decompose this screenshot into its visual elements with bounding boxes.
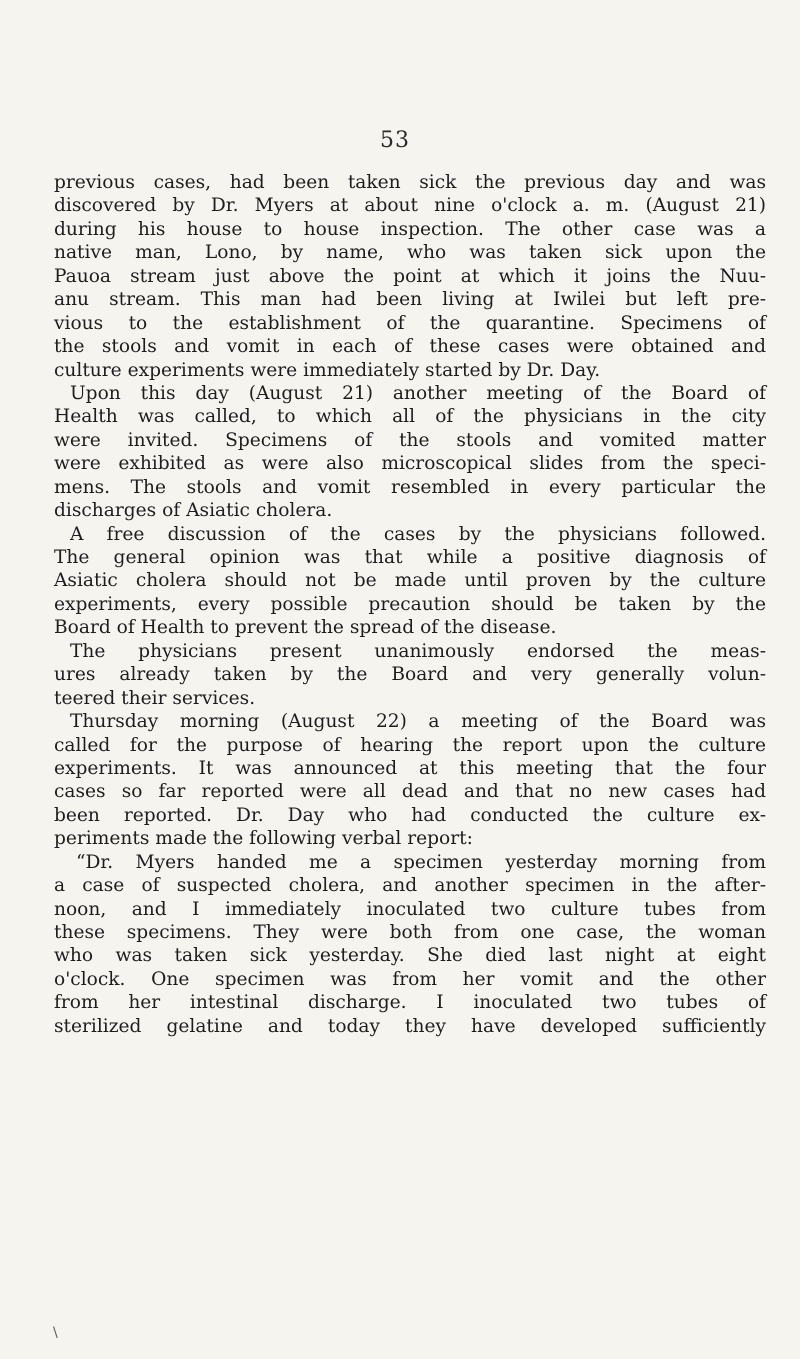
text-line: The physicians present unanimously endorsed the meas- xyxy=(70,640,766,662)
text-line: experiments. It was announced at this meeting that the four xyxy=(54,757,766,779)
text-line: ures already taken by the Board and very generally volun- xyxy=(54,664,766,686)
text-line: Board of Health to prevent the spread of the disease. xyxy=(54,617,557,639)
paragraph xyxy=(54,523,766,640)
text-line: vious to the establishment of the quarantine. Specimens of xyxy=(54,312,766,334)
text-line: called for the purpose of hearing the report upon the culture xyxy=(54,734,766,756)
text-line: “Dr. Myers handed me a specimen yesterday morning from xyxy=(76,851,766,873)
text-line: during his house to house inspection. The other case was a xyxy=(54,218,766,240)
body-text xyxy=(54,171,766,1038)
text-line: periments made the following verbal report: xyxy=(54,828,473,850)
text-line: native man, Lono, by name, who was taken sick upon the xyxy=(54,242,766,264)
paragraph xyxy=(54,710,766,851)
margin-mark: \ xyxy=(53,1325,58,1341)
text-line: experiments, every possible precaution should be taken by the xyxy=(54,593,766,615)
text-line: noon, and I immediately inoculated two culture tubes from xyxy=(54,898,766,920)
text-line: o'clock. One specimen was from her vomit and the other xyxy=(54,968,766,990)
text-line: sterilized gelatine and today they have developed sufficiently xyxy=(54,1015,766,1037)
quoted-report xyxy=(54,851,766,1039)
text-line: mens. The stools and vomit resembled in every particular the xyxy=(54,476,766,498)
text-line: previous cases, had been taken sick the previous day and was xyxy=(54,172,766,193)
text-line: were exhibited as were also microscopical slides from the speci- xyxy=(54,453,766,475)
text-line: Upon this day (August 21) another meeting of the Board of xyxy=(70,382,766,404)
paragraph xyxy=(54,171,766,382)
text-line: discharges of Asiatic cholera. xyxy=(54,500,333,522)
text-line: Asiatic cholera should not be made until proven by the culture xyxy=(54,570,766,592)
text-line: a case of suspected cholera, and another specimen in the after- xyxy=(54,875,766,897)
text-line: cases so far reported were all dead and that no new cases had xyxy=(54,781,766,803)
text-line: from her intestinal discharge. I inoculated two tubes of xyxy=(54,992,766,1014)
paragraph xyxy=(54,382,766,523)
text-line: these specimens. They were both from one case, the woman xyxy=(54,922,766,943)
text-line: The general opinion was that while a positive diagnosis of xyxy=(54,547,766,568)
text-line: Pauoa stream just above the point at which it joins the Nuu- xyxy=(54,265,766,287)
page-number: 53 xyxy=(380,128,410,153)
text-line: teered their services. xyxy=(54,687,256,709)
text-line: discovered by Dr. Myers at about nine o'clock a. m. (August 21) xyxy=(54,195,766,217)
text-line: anu stream. This man had been living at Iwilei but left pre- xyxy=(54,289,766,311)
text-line: A free discussion of the cases by the physicians followed. xyxy=(70,523,766,545)
text-line: been reported. Dr. Day who had conducted the culture ex- xyxy=(54,804,766,826)
text-line: Thursday morning (August 22) a meeting of the Board was xyxy=(70,711,766,733)
text-line: culture experiments were immediately started by Dr. Day. xyxy=(54,359,601,381)
paragraph xyxy=(54,640,766,710)
text-line: Health was called, to which all of the physicians in the city xyxy=(54,406,766,428)
text-line: were invited. Specimens of the stools and vomited matter xyxy=(54,429,766,451)
text-line: who was taken sick yesterday. She died last night at eight xyxy=(54,945,766,967)
text-line: the stools and vomit in each of these cases were obtained and xyxy=(54,336,766,358)
